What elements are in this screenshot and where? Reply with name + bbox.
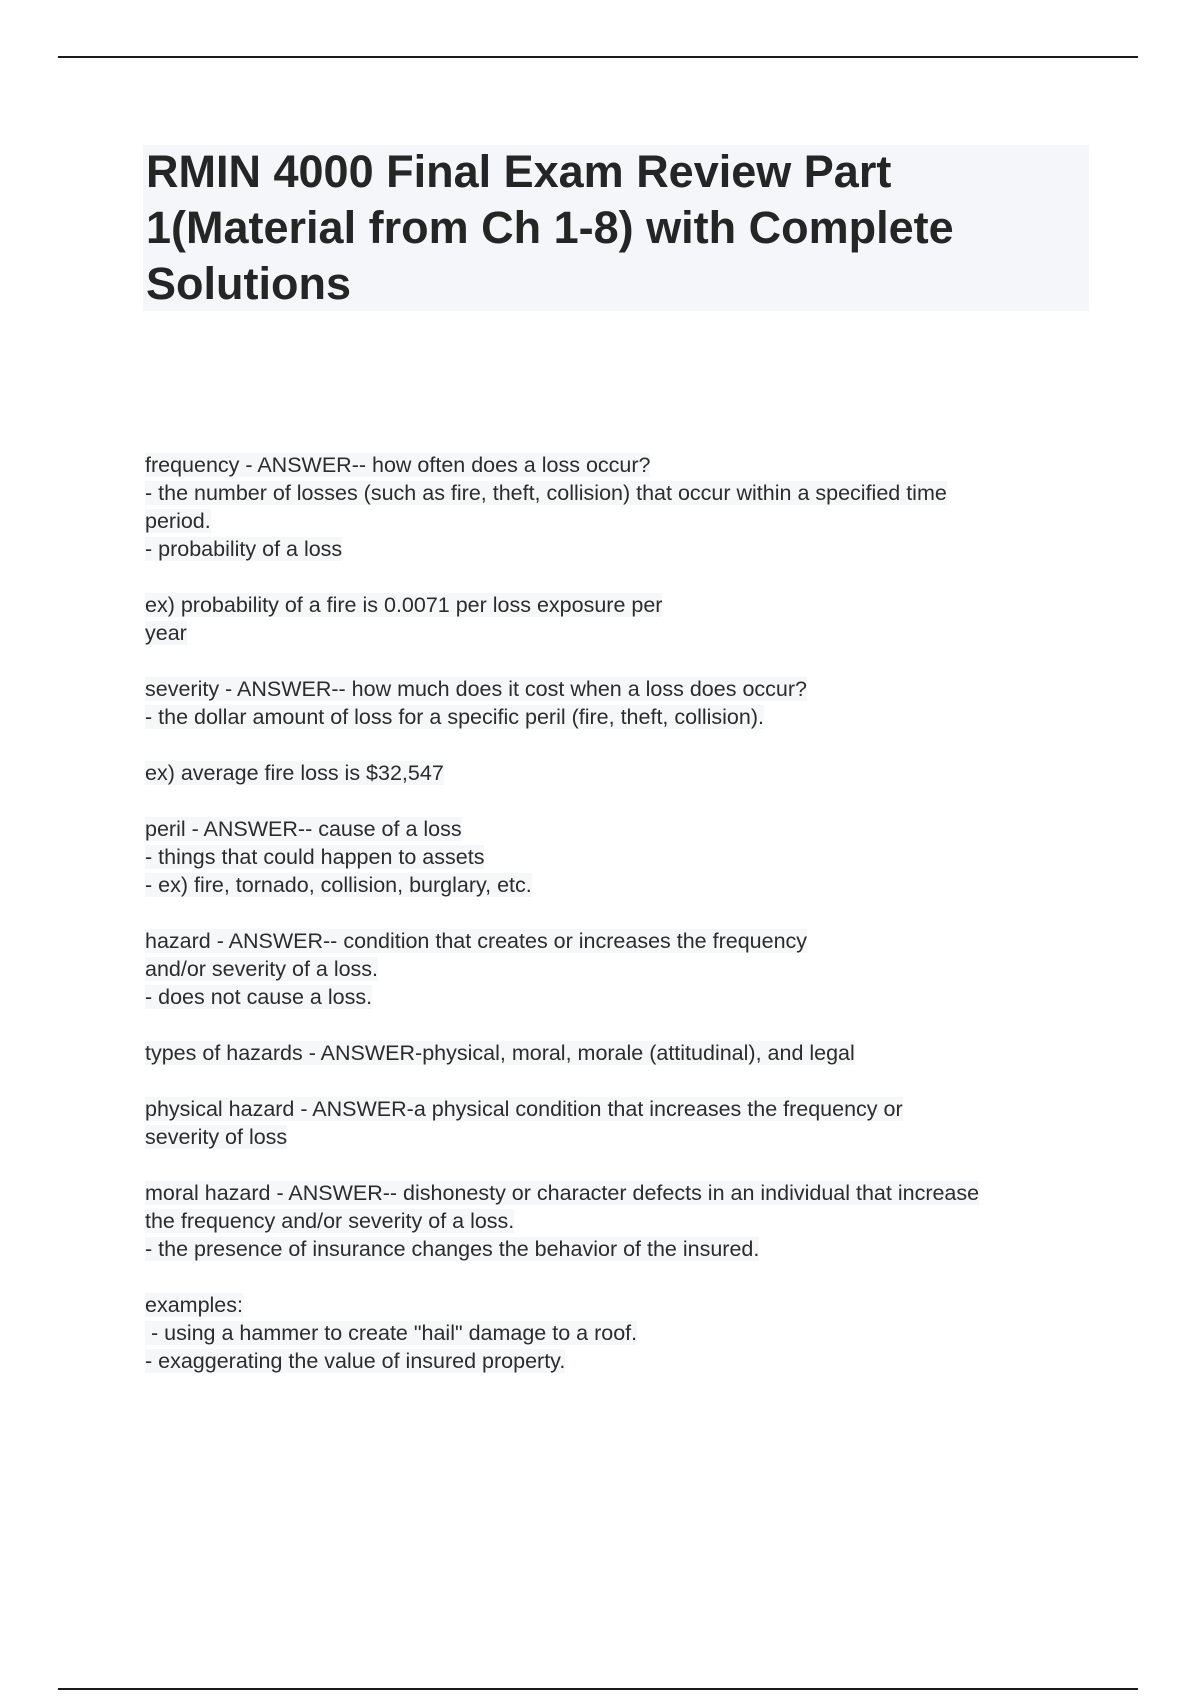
line-text: - exaggerating the value of insured property. bbox=[145, 1349, 566, 1373]
text-line bbox=[145, 1207, 1105, 1235]
line-text: physical hazard - ANSWER-a physical condition that increases the frequency or bbox=[145, 1097, 903, 1121]
line-text: ex) average fire loss is $32,547 bbox=[145, 761, 444, 785]
text-line bbox=[145, 815, 1105, 843]
line-text: peril - ANSWER-- cause of a loss bbox=[145, 817, 462, 841]
text-line bbox=[145, 871, 1105, 899]
text-line bbox=[145, 703, 1105, 731]
line-text: - the number of losses (such as fire, theft, collision) that occur within a specified time bbox=[145, 481, 947, 505]
line-text: examples: bbox=[145, 1293, 243, 1317]
line-text: - ex) fire, tornado, collision, burglary, etc. bbox=[145, 873, 532, 897]
text-line bbox=[145, 1179, 1105, 1207]
document-body bbox=[145, 451, 1105, 1375]
line-text: and/or severity of a loss. bbox=[145, 957, 379, 981]
text-line bbox=[145, 507, 1105, 535]
text-line bbox=[145, 1235, 1105, 1263]
blank-line bbox=[145, 1011, 1105, 1039]
line-text: types of hazards - ANSWER-physical, moral, morale (attitudinal), and legal bbox=[145, 1041, 855, 1065]
text-line bbox=[145, 1039, 1105, 1067]
line-text: - the presence of insurance changes the behavior of the insured. bbox=[145, 1237, 760, 1261]
text-line bbox=[145, 983, 1105, 1011]
line-text: - does not cause a loss. bbox=[145, 985, 373, 1009]
blank-line bbox=[145, 647, 1105, 675]
text-line bbox=[145, 619, 1105, 647]
line-text: frequency - ANSWER-- how often does a loss occur? bbox=[145, 453, 651, 477]
line-text: period. bbox=[145, 509, 211, 533]
blank-line bbox=[145, 1151, 1105, 1179]
line-text: severity of loss bbox=[145, 1125, 288, 1149]
blank-line bbox=[145, 1067, 1105, 1095]
top-rule bbox=[58, 56, 1138, 58]
line-text: hazard - ANSWER-- condition that creates or increases the frequency bbox=[145, 929, 808, 953]
blank-line bbox=[145, 731, 1105, 759]
line-text: - probability of a loss bbox=[145, 537, 343, 561]
line-text: - using a hammer to create "hail" damage to a roof. bbox=[145, 1321, 638, 1345]
text-line bbox=[145, 479, 1105, 507]
text-line bbox=[145, 591, 1105, 619]
line-text: - things that could happen to assets bbox=[145, 845, 485, 869]
text-line bbox=[145, 675, 1105, 703]
blank-line bbox=[145, 1263, 1105, 1291]
text-line bbox=[145, 759, 1105, 787]
line-text: the frequency and/or severity of a loss. bbox=[145, 1209, 515, 1233]
line-text: moral hazard - ANSWER-- dishonesty or character defects in an individual that increase bbox=[145, 1181, 980, 1205]
blank-line bbox=[145, 787, 1105, 815]
line-text: year bbox=[145, 621, 187, 645]
bottom-rule bbox=[58, 1688, 1138, 1690]
text-line bbox=[145, 955, 1105, 983]
text-line bbox=[145, 843, 1105, 871]
blank-line bbox=[145, 563, 1105, 591]
line-text: - the dollar amount of loss for a specific peril (fire, theft, collision). bbox=[145, 705, 764, 729]
line-text: ex) probability of a fire is 0.0071 per loss exposure per bbox=[145, 593, 663, 617]
text-line bbox=[145, 1123, 1105, 1151]
text-line bbox=[145, 927, 1105, 955]
text-line bbox=[145, 1291, 1105, 1319]
document-title: RMIN 4000 Final Exam Review Part 1(Material from Ch 1-8) with Complete Solutions bbox=[146, 146, 954, 309]
text-line bbox=[145, 451, 1105, 479]
text-line bbox=[145, 1319, 1105, 1347]
text-line bbox=[145, 1095, 1105, 1123]
text-line bbox=[145, 535, 1105, 563]
text-line bbox=[145, 1347, 1105, 1375]
blank-line bbox=[145, 899, 1105, 927]
line-text: severity - ANSWER-- how much does it cost when a loss does occur? bbox=[145, 677, 807, 701]
